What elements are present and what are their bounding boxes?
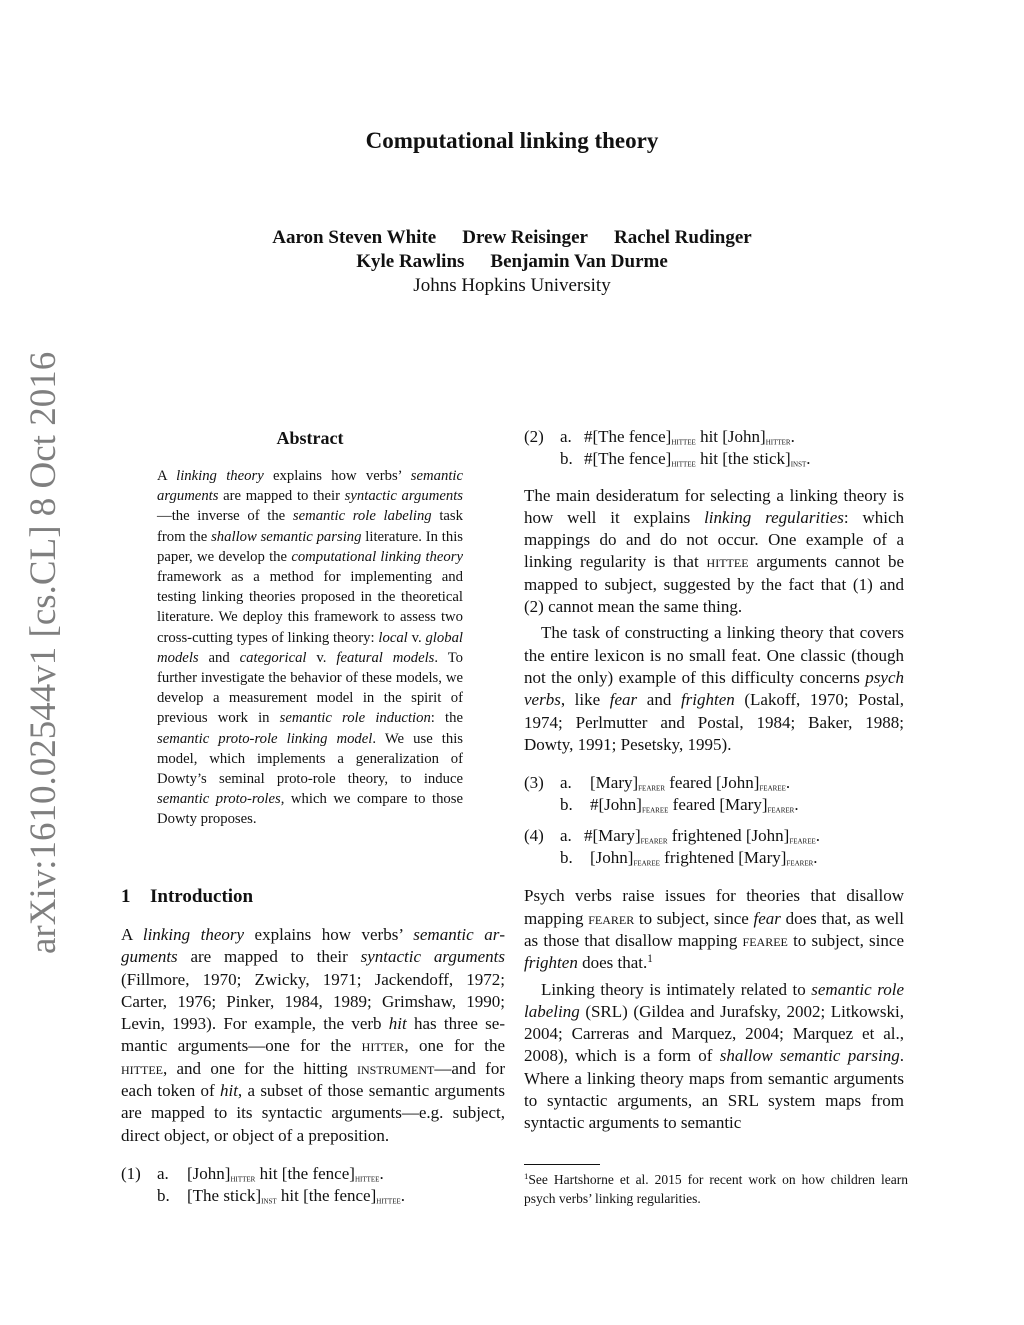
paragraph-psych-verbs: The task of constructing a linking theory that covers the entire lexicon is no small feat. One classic (though not the only) example of this difficulty concerns psych verbs, like fear and frighten (Lakoff, 1970; Postal, 1974; Perlmutter and Postal, 1984; Baker, 1988; Dowty, 1991; Pesetsky, 1995).	[524, 623, 904, 754]
author-line-2	[0, 251, 1024, 273]
footnote-rule	[524, 1164, 600, 1165]
author-name: Rachel Rudinger	[613, 227, 752, 248]
author-name: Kyle Rawlins	[356, 251, 465, 272]
abstract-text: A linking theory explains how verbs’ semantic arguments are mapped to their syntactic arguments—the inverse of the semantic role labeling task from the shallow semantic parsing literature. In this paper, we develop the computational linking theory framework as a method for implementing and testing linking theories proposed in the theoretical literature. We deploy this framework to assess two cross-cutting types of linking theory: local v. global models and categorical v. featural models. To further investigate the behavior of these models, we develop a measurement model in the spirit of previous work in semantic role induction: the semantic proto-role linking model. We use this model, which implements a generalization of Dowty’s seminal proto-role theory, to induce semantic proto-roles, which we compare to those Dowty proposes.	[157, 468, 464, 828]
example-4: (4) a. $\#[Mary]_{fearer}$ frightened $[John]_{fearee}$. b. $[John]_{fearee}$ frightened $[Mary]_{fearer}$.	[524, 825, 821, 869]
author-name: Benjamin Van Durme	[490, 251, 668, 272]
abstract	[157, 428, 463, 830]
example-2: (2) a. #[The $fence]_{hittee}$ hit $[John]_{hitter}$. b. #[The $fence]_{hittee}$ hit [the $stick]_{inst}$.	[524, 427, 811, 470]
intro-paragraph: A linking theory explains how verbs’ semantic arguments are mapped to their syntactic arguments (Fillmore, 1970; Zwicky, 1971; Jackendoff, 1972; Carter, 1976; Pinker, 1984, 1989; Grimshaw, 1990; Levin, 1993). For example, the verb hit has three semantic arguments—one for the hitter, one for the hittee, and one for the hitting instrument—and for each token of hit, a subset of those semantic arguments are mapped to its syntactic arguments—e.g. subject, direct object, or object of a preposition.	[121, 925, 506, 1145]
right-column	[524, 426, 904, 1135]
example-3: (3) a. $[Mary]_{fearer}$ feared $[John]_{fearee}$. b. $\#[John]_{fearee}$ feared $[Mary]_{fearer}$.	[524, 773, 799, 817]
author-name: Drew Reisinger	[462, 227, 588, 248]
paragraph-srl: Linking theory is intimately related to semantic role labeling (SRL) (Gildea and Jurafsky, 2002; Litkowski, 2004; Carreras and Marquez, 2004; Marquez et al., 2008), which is a form of shallow semantic parsing. Where a linking theory maps from semantic arguments to syntactic arguments, an SRL system maps from syntactic arguments to semantic	[524, 979, 904, 1133]
footnote-marker: 1	[647, 953, 653, 966]
paper-title: Computational linking theory	[365, 128, 659, 153]
abstract-heading: Abstract	[276, 428, 344, 448]
example-1: (1) a. $[John]_{hitter}$ hit [the $fence]_{hittee}$. b. [The $stick]_{inst}$ hit [the $fence]_{hittee}$.	[121, 1163, 406, 1207]
author-line-1	[0, 227, 1024, 249]
footnote: $^1$See Hartshorne et al. 2015 for recent work on how children learn psych verbs’ linking regularities.	[524, 1171, 908, 1206]
paragraph-linking-regularities: The main desideratum for selecting a linking theory is how well it explains linking regularities: which mappings do and do not occur. One example of a linking regularity is that hittee arguments cannot be mapped to subject, suggested by the fact that (1) and (2) cannot mean the same thing.	[524, 485, 904, 617]
footnote-mark: 1	[524, 1171, 529, 1182]
affiliation: Johns Hopkins University	[413, 275, 611, 296]
paragraph-psych-verbs-issues: Psych verbs raise issues for theories that disallow mapping fearer to subject, since fear does that, as well as those that disallow mapping fearee to subject, since frighten does that.$^1$	[524, 886, 904, 973]
author-name: Aaron Steven White	[272, 227, 437, 248]
left-column	[121, 884, 505, 1208]
section-heading-introduction: 1 Introduction	[121, 886, 254, 907]
arxiv-stamp: arXiv:1610.02544v1 [cs.CL] 8 Oct 2016	[23, 351, 64, 954]
